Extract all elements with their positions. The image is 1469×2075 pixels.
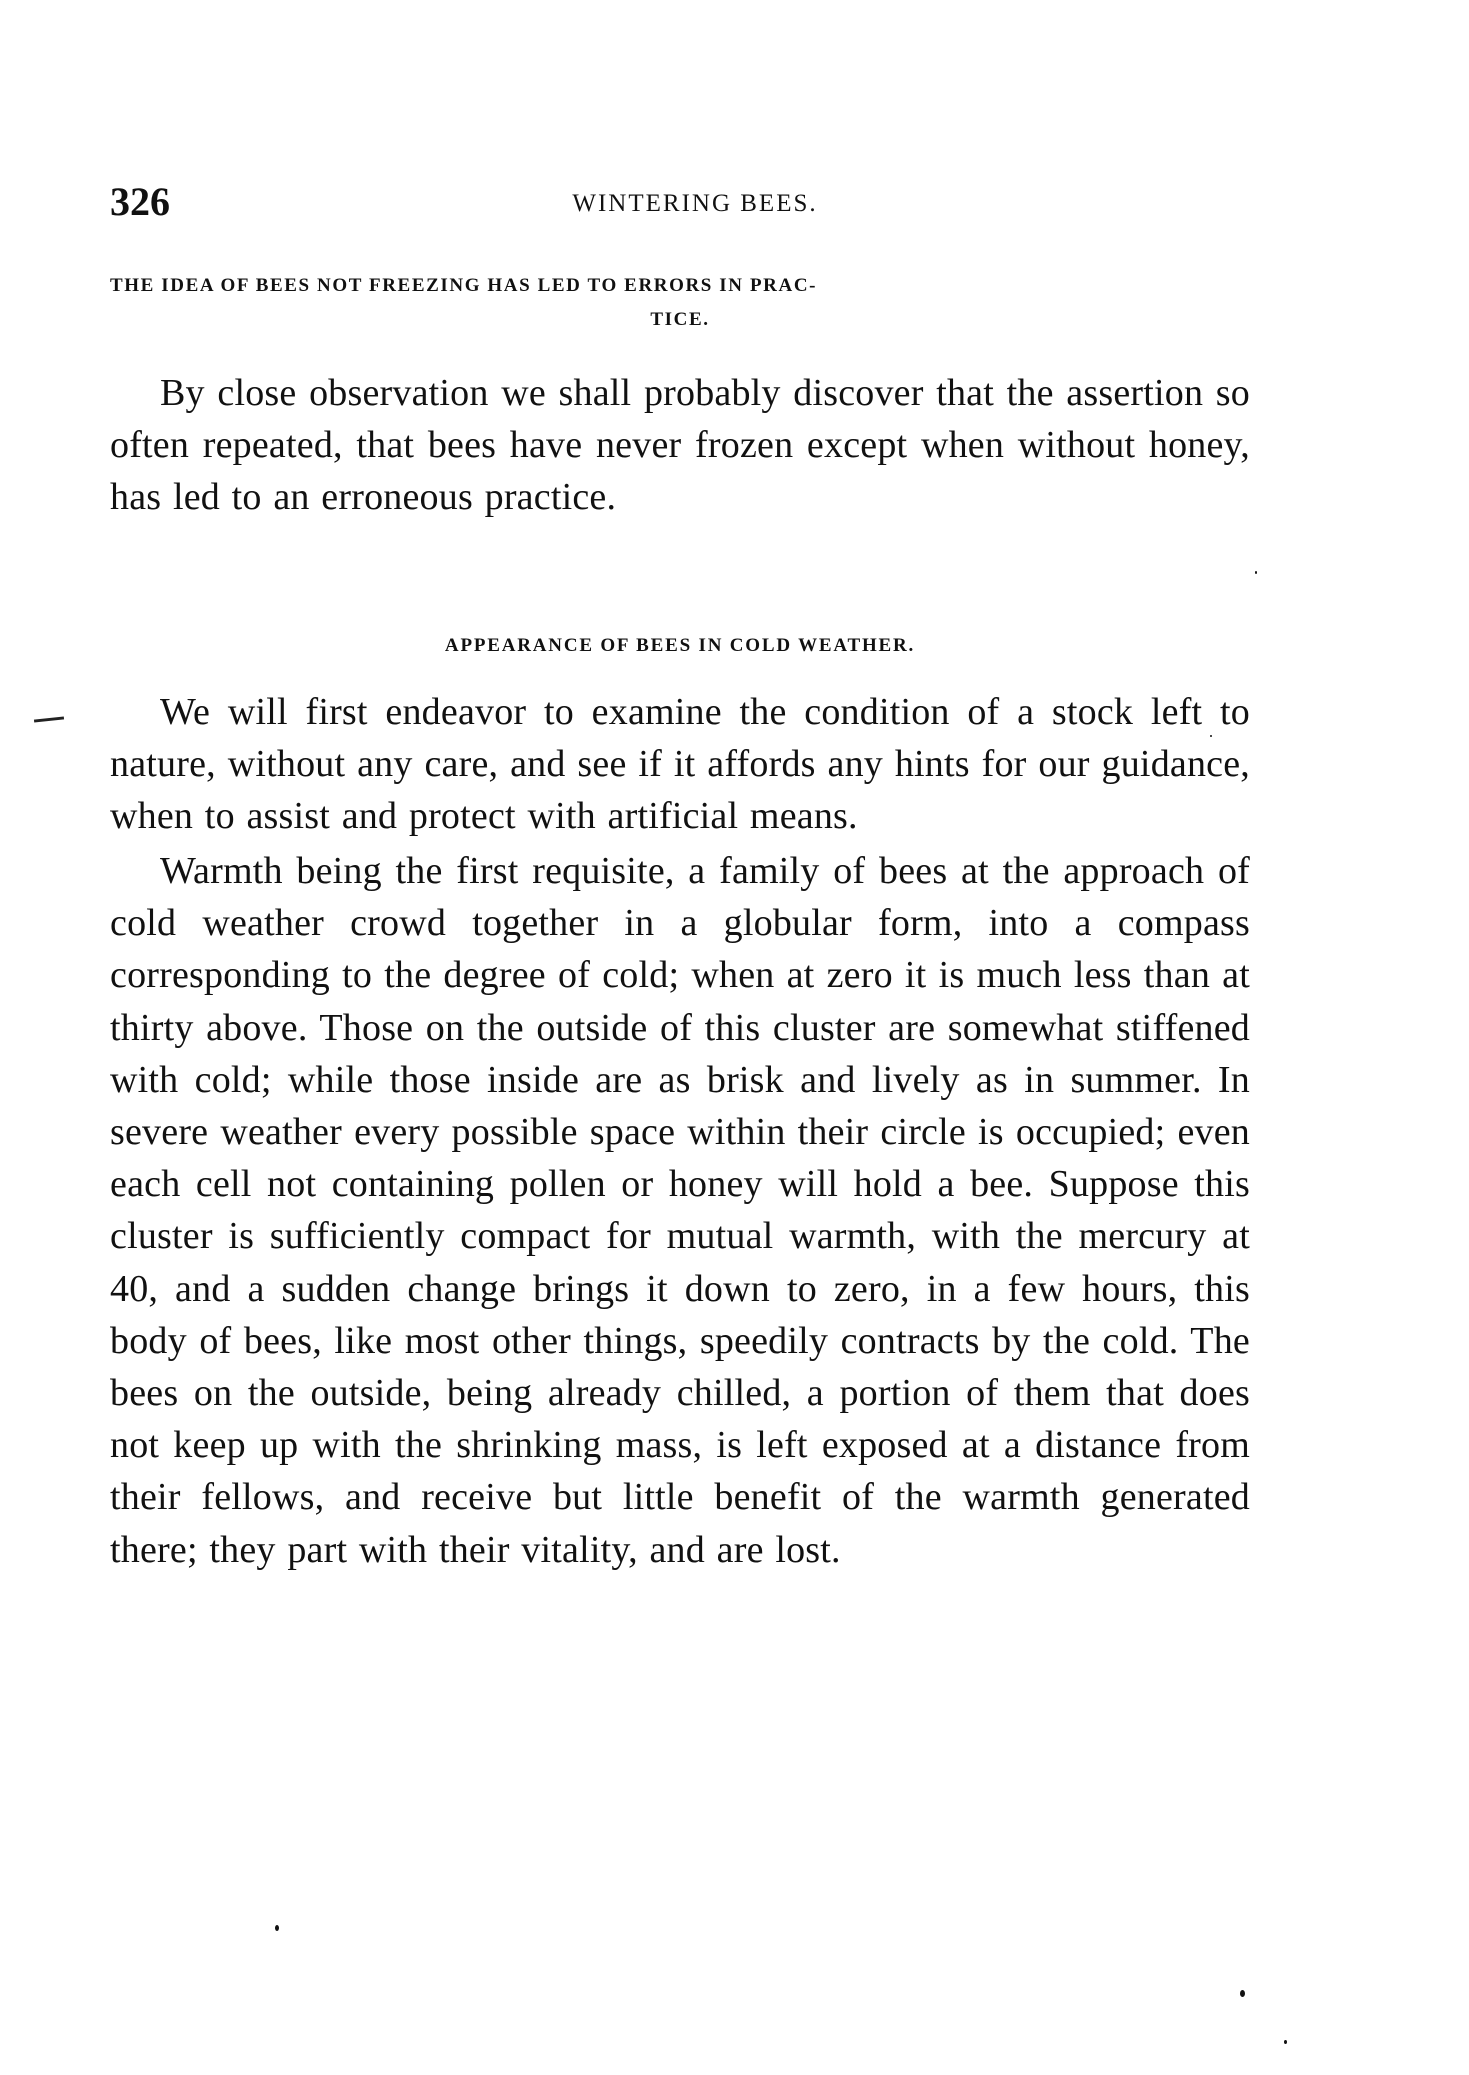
paragraph-close-observation: By close observation we shall probably discover that the assertion so often repeated, that bees have never frozen except when without honey, has led to an erroneous practice. bbox=[110, 372, 1250, 519]
scan-speck bbox=[1210, 735, 1212, 737]
running-title: WINTERING BEES. bbox=[572, 190, 818, 217]
scan-speck bbox=[1284, 2040, 1287, 2044]
section-heading-errors-in-practice-continued: TICE. bbox=[650, 309, 710, 330]
paragraph-warmth-requisite: Warmth being the first requisite, a family of bees at the approach of cold weather crowd together in a globular form, into a compass corresponding to the degree of cold; when at zero it is much less than at thirty above. Those on the outside of this cluster are somewhat stiffened with cold; while those inside are as brisk and lively as in summer. In severe weather every possible space within their circle is occupied; even each cell not containing pollen or honey will hold a bee. Suppose this cluster is sufficiently compact for mutual warmth, with the mercury at 40, and a sudden change brings it down to zero, in a few hours, this body of bees, like most other things, speedily contracts by the cold. The bees on the outside, being already chilled, a portion of them that does not keep up with the shrinking mass, is left exposed at a distance from their fellows, and receive but little benefit of the warmth generated there; they part with their vitality, and are lost. bbox=[110, 850, 1250, 1571]
page-number: 326 bbox=[110, 179, 170, 224]
scan-speck bbox=[1255, 571, 1257, 574]
section-heading-errors-in-practice: THE IDEA OF BEES NOT FREEZING HAS LED TO ERRORS IN PRAC- bbox=[110, 275, 818, 296]
scan-speck bbox=[275, 1925, 279, 1931]
running-head bbox=[110, 180, 1250, 224]
scan-speck bbox=[1240, 1990, 1245, 1997]
paragraph-examine-condition: We will first endeavor to examine the condition of a stock left to nature, without any care, and see if it affords any hints for our guidance, when to assist and protect with artificial means. bbox=[110, 691, 1250, 838]
scan-artifact-mark bbox=[34, 716, 64, 722]
section-heading-appearance-in-cold: APPEARANCE OF BEES IN COLD WEATHER. bbox=[444, 635, 916, 656]
